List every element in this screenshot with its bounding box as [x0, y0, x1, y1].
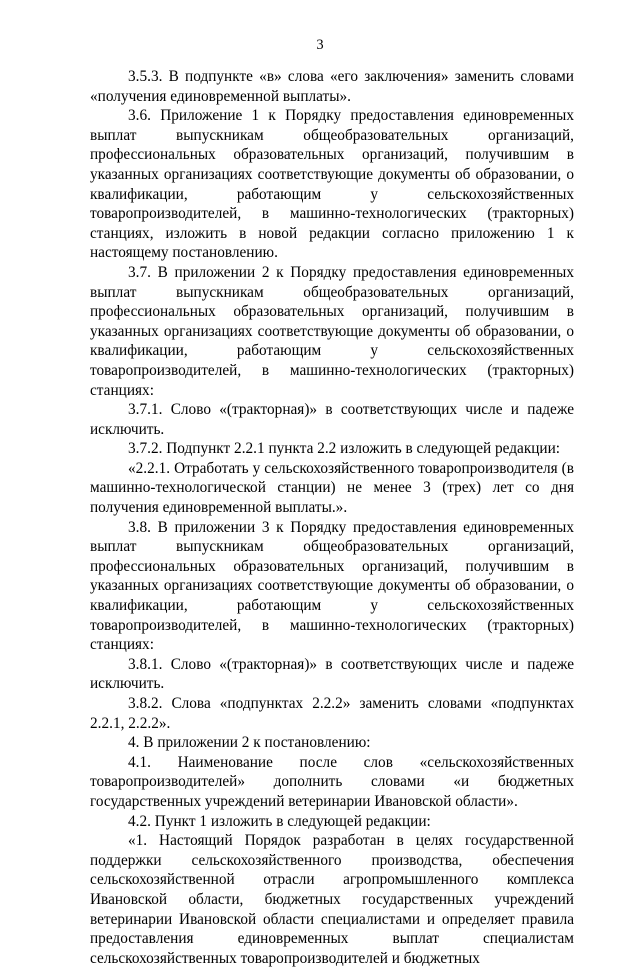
paragraph-3-7: 3.7. В приложении 2 к Порядку предоставления единовременных выплат выпускникам общеобразовательных организаций, профессиональных образовательных организаций, получившим в указанных организациях соответствующие документы об образовании, о квалификации, работающим у сельскохозяйственных товаропроизводителей, в машинно-технологических (тракторных) станциях:	[90, 263, 574, 399]
paragraph-3-5-3: 3.5.3. В подпункте «в» слова «его заключения» заменить словами «получения единовременной выплаты».	[90, 68, 574, 105]
paragraph-2-2-1-quote: «2.2.1. Отработать у сельскохозяйственного товаропроизводителя (в машинно-технологической станции) не менее 3 (трех) лет со дня получения единовременной выплаты.».	[90, 459, 574, 517]
paragraph-3-7-2: 3.7.2. Подпункт 2.2.1 пункта 2.2 изложить в следующей редакции:	[128, 440, 561, 458]
paragraph-3-8-2: 3.8.2. Слова «подпунктах 2.2.2» заменить словами «подпунктах 2.2.1, 2.2.2».	[90, 695, 574, 732]
paragraph-4-2: 4.2. Пункт 1 изложить в следующей редакции:	[128, 812, 431, 830]
paragraph-4-1: 4.1. Наименование после слов «сельскохозяйственных товаропроизводителей» дополнить словами «и бюджетных государственных учреждений ветеринарии Ивановской области».	[90, 753, 574, 810]
page-number: 3	[316, 37, 324, 53]
paragraph-3-8: 3.8. В приложении 3 к Порядку предоставления единовременных выплат выпускникам общеобразовательных организаций, профессиональных образовательных организаций, получившим в указанных организациях соответствующие документы об образовании, о квалификации, работающим у сельскохозяйственных товаропроизводителей, в машинно-технологических (тракторных) станциях:	[90, 518, 574, 654]
document-body	[90, 67, 574, 968]
paragraph-1-quote: «1. Настоящий Порядок разработан в целях государственной поддержки сельскохозяйственного производства, обеспечения сельскохозяйственной отрасли агропромышленного комплекса Ивановской области, бюджетных государственных учреждений ветеринарии Ивановской области специалистами и определяет правила предоставления единовременных выплат специалистам сельскохозяйственных товаропроизводителей и бюджетных	[90, 832, 574, 967]
paragraph-4: 4. В приложении 2 к постановлению:	[128, 734, 371, 752]
paragraph-3-7-1: 3.7.1. Слово «(тракторная)» в соответствующих числе и падеже исключить.	[90, 401, 574, 438]
paragraph-3-8-1: 3.8.1. Слово «(тракторная)» в соответствующих числе и падеже исключить.	[90, 655, 574, 693]
paragraph-3-6: 3.6. Приложение 1 к Порядку предоставления единовременных выплат выпускникам общеобразовательных организаций, профессиональных образовательных организаций, получившим в указанных организациях соответствующие документы об образовании, о квалификации, работающим у сельскохозяйственных товаропроизводителей, в машинно-технологических (тракторных) станциях, изложить в новой редакции согласно приложению 1 к настоящему постановлению.	[90, 107, 574, 262]
